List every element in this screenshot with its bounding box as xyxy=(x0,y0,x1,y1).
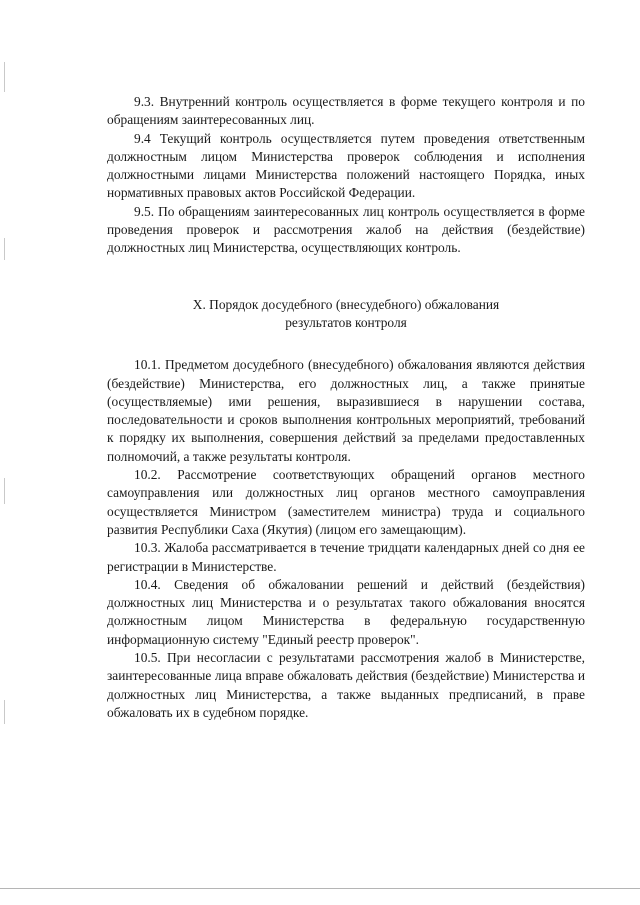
document-body xyxy=(107,93,585,722)
section-10-heading xyxy=(107,296,585,333)
section-9-block xyxy=(107,93,585,258)
paragraph-9-4: 9.4 Текущий контроль осуществляется путем проведения ответственным должностным лицом Министерства проверок соблюдения и исполнения должностными лицами Министерства положений настоящего Порядка, иных нормативных правовых актов Российской Федерации. xyxy=(107,130,585,201)
scan-edge-mark xyxy=(4,700,5,724)
section-10-block xyxy=(107,356,585,722)
paragraph-10-4: 10.4. Сведения об обжаловании решений и действий (бездействия) должностных лиц Министерства и о результатах такого обжалования вносятся должностным лицом Министерства в федеральную государственную информационную систему "Единый реестр проверок". xyxy=(107,576,585,647)
scan-edge-mark xyxy=(4,478,5,504)
paragraph-10-5: 10.5. При несогласии с результатами рассмотрения жалоб в Министерстве, заинтересованные лица вправе обжаловать действия (бездействие) Министерства и должностных лиц Министерства, а также выданных предписаний, в праве обжаловать их в судебном порядке. xyxy=(107,650,585,720)
paragraph-10-3: 10.3. Жалоба рассматривается в течение тридцати календарных дней со дня ее регистрации в Министерстве. xyxy=(107,540,585,574)
scan-edge-mark xyxy=(4,62,5,92)
scan-edge-mark xyxy=(4,238,5,260)
paragraph-10-2: 10.2. Рассмотрение соответствующих обращений органов местного самоуправления или должностных лиц органов местного самоуправления осуществляется Министром (заместителем министра) труда и социального развития Республики Саха (Якутия) (лицом его замещающим). xyxy=(107,467,585,537)
section-10-heading-line-1: X. Порядок досудебного (внесудебного) обжалования xyxy=(192,296,500,312)
scan-bottom-edge xyxy=(0,888,640,889)
paragraph-9-5: 9.5. По обращениям заинтересованных лиц контроль осуществляется в форме проведения проверок и рассмотрения жалоб на действия (бездействие) должностных лиц Министерства, осуществляющих контроль. xyxy=(107,203,585,256)
section-10-heading-line-2: результатов контроля xyxy=(285,314,407,330)
paragraph-9-3: 9.3. Внутренний контроль осуществляется в форме текущего контроля и по обращениям заинтересованных лиц. xyxy=(107,94,585,128)
paragraph-10-1: 10.1. Предметом досудебного (внесудебного) обжалования являются действия (бездействие) Министерства, его должностных лиц, а также принятые (осуществляемые) ими решения, выразившиеся в нарушении состава, последовательности и сроков выполнения контрольных мероприятий, требований к порядку их выполнения, совершения действий за пределами предоставленных полномочий, а также результаты контроля. xyxy=(107,357,585,464)
